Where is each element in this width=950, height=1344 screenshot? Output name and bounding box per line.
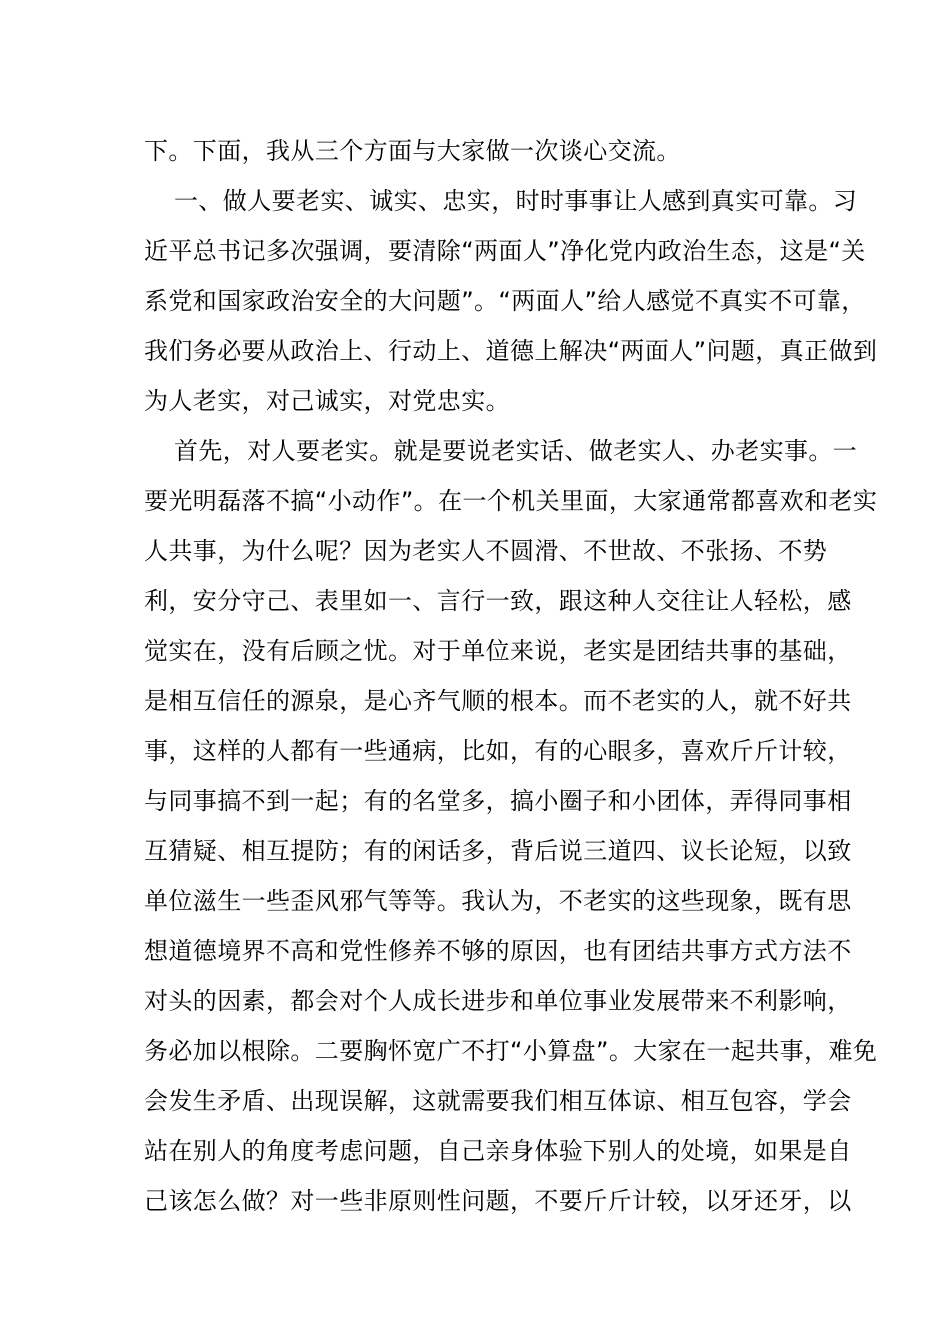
text-line: 想道德境界不高和党性修养不够的原因，也有团结共事方式方法不 — [144, 937, 852, 965]
text-line: 近平总书记多次强调，要清除“两面人”净化党内政治生态，这是“关 — [144, 237, 866, 265]
text-line: 务必加以根除。二要胸怀宽广不打“小算盘”。大家在一起共事，难免 — [144, 1037, 878, 1065]
text-line: 是相互信任的源泉，是心齐气顺的根本。而不老实的人，就不好共 — [144, 687, 852, 715]
text-line: 事，这样的人都有一些通病，比如，有的心眼多，喜欢斤斤计较， — [144, 737, 852, 765]
text-line: 会发生矛盾、出现误解，这就需要我们相互体谅、相互包容，学会 — [144, 1087, 852, 1115]
text-line: 首先，对人要老实。就是要说老实话、做老实人、办老实事。一 — [174, 437, 858, 465]
text-line: 一、做人要老实、诚实、忠实，时时事事让人感到真实可靠。习 — [174, 187, 858, 215]
text-line: 单位滋生一些歪风邪气等等。我认为，不老实的这些现象，既有思 — [144, 887, 852, 915]
text-line: 己该怎么做？对一些非原则性问题，不要斤斤计较，以牙还牙，以 — [144, 1187, 852, 1215]
text-line: 互猜疑、相互提防；有的闲话多，背后说三道四、议长论短，以致 — [144, 837, 852, 865]
text-line: 对头的因素，都会对个人成长进步和单位事业发展带来不利影响， — [144, 987, 852, 1015]
text-line: 站在别人的角度考虑问题，自己亲身体验下别人的处境，如果是自 — [144, 1137, 852, 1165]
text-line: 我们务必要从政治上、行动上、道德上解决“两面人”问题，真正做到 — [144, 337, 878, 365]
text-line: 系党和国家政治安全的大问题”。“两面人”给人感觉不真实不可靠， — [144, 287, 866, 315]
text-line: 下。下面，我从三个方面与大家做一次谈心交流。 — [144, 137, 681, 165]
text-line: 与同事搞不到一起；有的名堂多，搞小圈子和小团体，弄得同事相 — [144, 787, 852, 815]
text-line: 利，安分守己、表里如一、言行一致，跟这种人交往让人轻松，感 — [144, 587, 852, 615]
body-text — [144, 126, 878, 1226]
text-line: 为人老实，对己诚实，对党忠实。 — [144, 387, 510, 415]
text-line: 要光明磊落不搞“小动作”。在一个机关里面，大家通常都喜欢和老实 — [144, 487, 878, 515]
text-line: 人共事，为什么呢？因为老实人不圆滑、不世故、不张扬、不势 — [144, 537, 828, 565]
text-line: 觉实在，没有后顾之忧。对于单位来说，老实是团结共事的基础， — [144, 637, 852, 665]
